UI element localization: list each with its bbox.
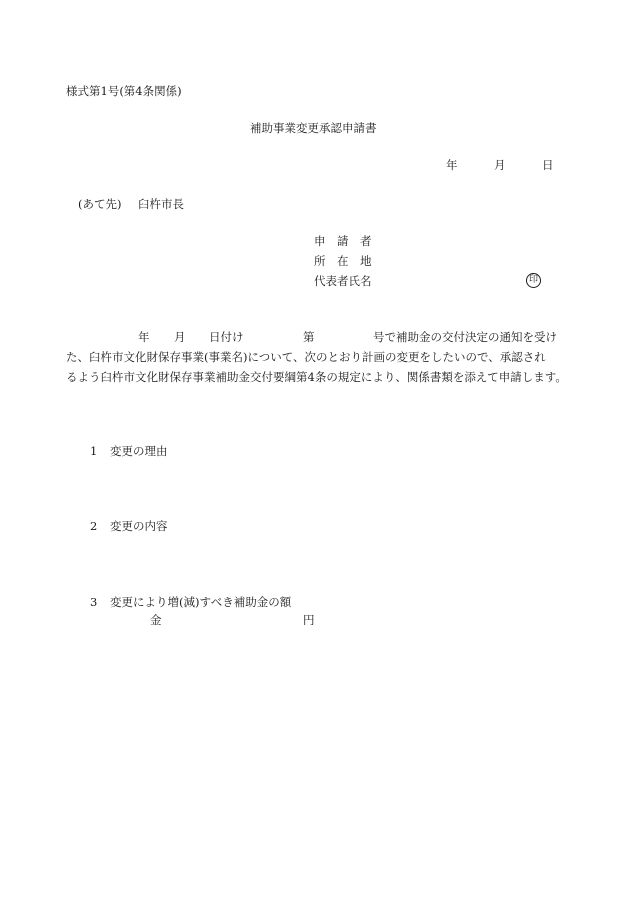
amount-prefix: 金 <box>150 613 162 627</box>
representative-label: 代表者氏名 <box>314 274 372 288</box>
item-3-number: 3 <box>90 595 98 609</box>
body-year-label: 年 <box>138 330 150 344</box>
address-label: 所 在 地 <box>314 254 372 268</box>
body-line-1-text: 号で補助金の交付決定の通知を受け <box>373 330 557 344</box>
item-3-label: 変更により増(減)すべき補助金の額 <box>110 595 292 609</box>
item-1-label: 変更の理由 <box>110 444 168 458</box>
body-number-prefix: 第 <box>303 330 315 344</box>
body-line-2: た、臼杵市文化財保存事業(事業名)について、次のとおり計画の変更をしたいので、承認され <box>66 350 546 364</box>
item-1-number: 1 <box>90 444 98 458</box>
document-title: 補助事業変更承認申請書 <box>250 121 377 135</box>
item-2-label: 変更の内容 <box>110 519 168 533</box>
addressee-prefix: (あて先) <box>78 197 122 211</box>
body-month-label: 月 <box>174 330 186 344</box>
body-dated-label: 日付け <box>209 330 244 344</box>
addressee-name: 臼杵市長 <box>138 197 184 211</box>
date-month-label: 月 <box>494 158 506 172</box>
body-line-3: るよう臼杵市文化財保存事業補助金交付要綱第4条の規定により、関係書類を添えて申請します。 <box>66 370 567 384</box>
date-day-label: 日 <box>542 158 554 172</box>
applicant-label: 申 請 者 <box>314 234 372 248</box>
date-year-label: 年 <box>446 158 458 172</box>
item-2-number: 2 <box>90 519 98 533</box>
amount-suffix: 円 <box>303 613 315 627</box>
seal-mark: 印 <box>526 273 541 288</box>
form-number: 様式第1号(第4条関係) <box>66 84 182 98</box>
